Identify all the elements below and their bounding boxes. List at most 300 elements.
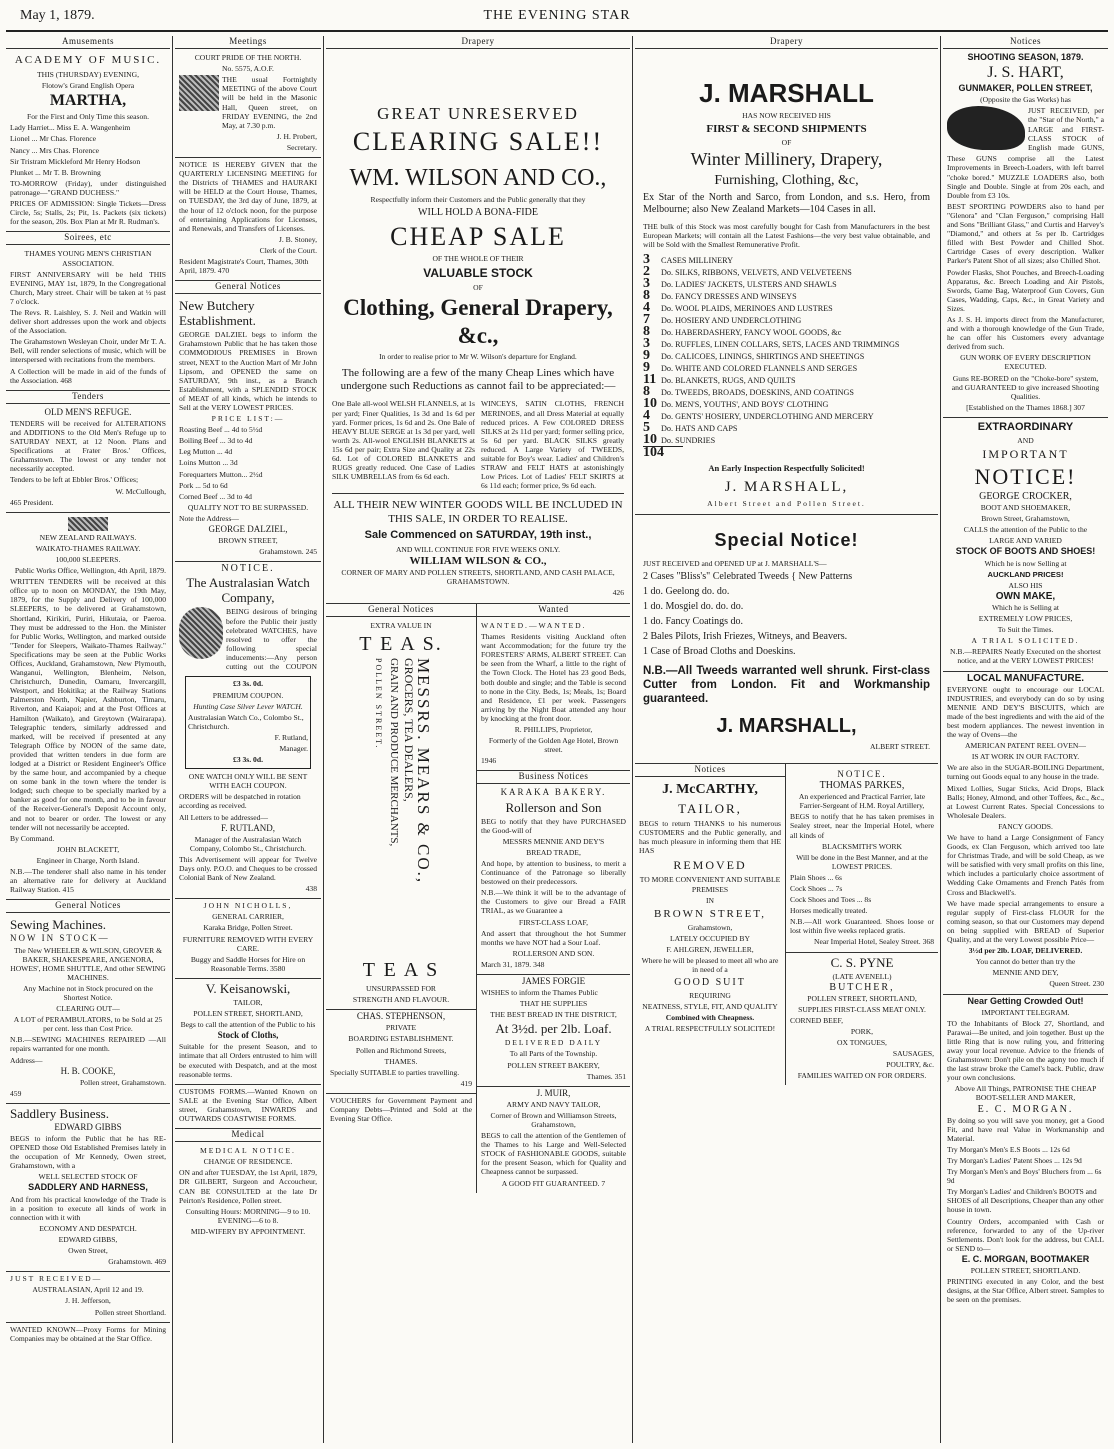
price-row: Try Morgan's Ladies' Patent Shoes ... 12s 9d bbox=[947, 1156, 1082, 1165]
ad-line: Pollen street, Grahamstown. bbox=[79, 1077, 166, 1087]
case-description: Do. TWEEDS, BROADS, DOESKINS, AND COATINGS bbox=[661, 387, 854, 397]
ad-line: An experienced and Practical Farrier, late Farrier-Sergeant of H.M. Royal Artillery, bbox=[798, 792, 926, 811]
ad-line: You cannot do better than try the bbox=[975, 957, 1076, 967]
case-count: 10 bbox=[643, 395, 657, 411]
ad-line: March 31, 1879. 348 bbox=[481, 959, 545, 969]
ad-title: SHOOTING SEASON, 1879. bbox=[967, 52, 1084, 63]
column-5 bbox=[943, 36, 1108, 1443]
ad-line: MESSRS MENNIE AND DEY'S bbox=[502, 836, 605, 846]
ad-body: By doing so you will save you money, get a Good Fit, and have real Value in Workmanship and Material. bbox=[947, 1115, 1104, 1143]
ad-body: N.B.—We think it will be to the advantage of the Customers to give our Bread a FAIR TRIAL, as we Guarantee a bbox=[481, 888, 626, 916]
ad-line: NOW IN STOCK— bbox=[10, 933, 110, 944]
ad-headline: LOCAL MANUFACTURE. bbox=[966, 672, 1085, 684]
ad-body: N.B.—The tenderer shall also name in his tender an alternative rate for delivery at Auckland Railway Station. 415 bbox=[10, 867, 166, 895]
ad-title: NOTICE. bbox=[837, 768, 887, 779]
case-count: 5 bbox=[643, 419, 650, 435]
coupon-title: PREMIUM COUPON. bbox=[212, 690, 284, 700]
ad-line: OX TONGUES, bbox=[837, 1038, 887, 1048]
medical-notice-ad bbox=[175, 1144, 321, 1241]
ad-line: FIRST-CLASS LOAF, bbox=[518, 917, 589, 927]
parkes-farrier-ad bbox=[786, 764, 938, 953]
ad-line: BREAD TRADE, bbox=[526, 847, 581, 857]
case-description: Do. HABERDASHERY, FANCY WOOL GOODS, &c bbox=[661, 327, 842, 337]
ad-line: STRENGTH AND FLAVOUR. bbox=[352, 995, 450, 1005]
ad-line: EXTRA VALUE IN bbox=[370, 620, 432, 630]
ad-signature: E. C. MORGAN. bbox=[977, 1103, 1074, 1115]
ad-line: IMPORTANT TELEGRAM. bbox=[981, 1007, 1070, 1017]
ad-line: ARMY AND NAVY TAILOR, bbox=[506, 1099, 601, 1109]
ad-line: Grahamstown. 245 bbox=[259, 547, 317, 557]
price-row: Pork ... 5d to 6d bbox=[179, 480, 228, 490]
price-row: Loins Mutton ... 3d bbox=[179, 458, 238, 468]
ad-line: BOOT AND SHOEMAKER, bbox=[980, 503, 1071, 513]
ad-headline: STOCK OF BOOTS AND SHOES! bbox=[955, 546, 1096, 557]
ad-line: FIRST & SECOND SHIPMENTS bbox=[706, 123, 867, 136]
ad-line: CORNER OF MARY AND POLLEN STREETS, SHORTLAND, AND CASH PALACE, GRAHAMSTOWN. bbox=[341, 567, 615, 586]
proxy-forms-ad bbox=[6, 1323, 170, 1348]
ad-line: DELIVERED DAILY bbox=[504, 1038, 603, 1048]
ad-line: Owen Street, bbox=[68, 1246, 108, 1256]
ad-line: AUSTRALASIAN, April 12 and 19. bbox=[32, 1285, 144, 1295]
ad-headline: T E A S. bbox=[359, 633, 443, 656]
ad-body: WISHES to inform the Thames Public bbox=[481, 988, 598, 998]
stock-row: 1 Case of Broad Cloths and Doeskins. bbox=[643, 645, 796, 657]
ad-body: Any Machine not in Stock procured on the Shortest Notice. bbox=[23, 983, 153, 1002]
ad-line: AUCKLAND PRICES! bbox=[987, 569, 1064, 579]
pocket-watch-icon bbox=[179, 607, 223, 659]
case-description: Do. LADIES' JACKETS, ULSTERS AND SHAWLS bbox=[661, 279, 837, 289]
ad-headline: Near Getting Crowded Out! bbox=[967, 995, 1084, 1006]
foresters-arms-ad bbox=[477, 619, 630, 771]
ad-body: NOTICE IS HEREBY GIVEN that the QUARTERLY LICENSING MEETING for the Districts of THAMES and HAURAKI will be HELD at the Court House, Thames, on TUESDAY, the 3rd day of June, 1879, at the hour of 12 o'clock noon, for the purpose of entertaining Applications for Licenses, and Renewals, and Transfers of Licenses. bbox=[179, 160, 317, 233]
case-description: Do. WOOL PLAIDS, MERINOES AND LUSTRES bbox=[661, 303, 833, 313]
ad-line: IN bbox=[705, 895, 714, 905]
sewing-machines-ad bbox=[6, 915, 170, 1104]
ad-line: Thames. 351 bbox=[586, 1071, 626, 1081]
ad-line: Above All Things, PATRONISE THE CHEAP BOOT-SELLER AND MAKER, bbox=[954, 1084, 1097, 1103]
ad-title: JUST RECEIVED— bbox=[10, 1274, 103, 1284]
cast-line: Nancy ... Mrs Chas. Florence bbox=[10, 145, 99, 155]
stock-row: 1 do. Mosgiel do. do. do. bbox=[643, 600, 744, 612]
ad-line: BROWN STREET, bbox=[218, 536, 278, 546]
ad-line: GRAIN AND PRODUCE MERCHANTS, bbox=[388, 658, 400, 847]
ymca-ad bbox=[6, 247, 170, 390]
ad-body: We have to hand a Large Consignment of Fancy Goods, ex Clan Ferguson, which arrived too late for Christmas Trade, and will be sold Cheap, as we will be satisfied with very small profits on this line, which includes a particularly choice assortment of Wedding Cake Ornaments and French Patés from Cross and Blackwell's. bbox=[947, 833, 1104, 897]
case-row bbox=[643, 359, 930, 375]
cases-total bbox=[643, 446, 683, 458]
ad-body: The New WHEELER & WILSON, GROVER & BAKER, SHAKESPEARE, ANGENORA, HOWES', HOME SHUTTLE, And other SEWING MACHINES. bbox=[10, 945, 166, 982]
just-received-ad bbox=[6, 1272, 170, 1322]
price-row: Cock Shoes and Toes ... 8s bbox=[790, 895, 872, 905]
column-rule bbox=[323, 36, 324, 1443]
price-row: Leg Mutton ... 4d bbox=[179, 447, 233, 457]
cases-total-value: 104 bbox=[643, 444, 664, 460]
ad-signature: Engineer in Charge, North Island. bbox=[36, 855, 140, 865]
ad-headline: REMOVED bbox=[673, 858, 747, 873]
ad-headline: BUTCHER, bbox=[829, 981, 895, 993]
ad-line: GUN WORK OF EVERY DESCRIPTION EXECUTED. bbox=[960, 353, 1091, 372]
ad-line: ALSO HIS bbox=[1008, 580, 1043, 590]
ad-line: LATELY OCCUPIED BY bbox=[670, 933, 750, 943]
ad-line: ALBERT STREET. bbox=[869, 741, 930, 751]
ad-line: [Established on the Thames 1868.] 307 bbox=[966, 402, 1085, 412]
ad-headline: T E A S bbox=[362, 959, 440, 982]
muir-tailor-ad bbox=[477, 1087, 630, 1193]
ad-body: PRINTING executed in any Color, and the best designs, at the Star Office, Albert street. Samples to be seen on the premises. bbox=[947, 1277, 1104, 1305]
coupon-line: Manager. bbox=[279, 743, 308, 753]
crown-crest-icon bbox=[68, 517, 108, 531]
ad-title: CHAS. STEPHENSON, bbox=[356, 1011, 446, 1022]
ad-body: These GUNS comprise all the Latest Improvements in Breech-Loaders, with left barrel "choke bored." MUZZLE LOADERS also, both Single and Double. Single at from 20s each, and Double from £3 10s. bbox=[947, 154, 1104, 200]
section-heading: Business Notices bbox=[477, 771, 630, 784]
stock-row: 2 Cases "Bliss's" Celebrated Tweeds { New Patterns bbox=[643, 570, 853, 582]
nicholls-carrier-ad bbox=[175, 899, 321, 979]
ad-line: Begs to call the attention of the Public to his bbox=[180, 1020, 316, 1030]
column-1 bbox=[6, 36, 170, 1443]
ad-line: Where he will be pleased to meet all who are in need of a bbox=[641, 955, 779, 975]
case-count: 8 bbox=[643, 287, 650, 303]
case-description: Do. CALICOES, LININGS, SHIRTINGS AND SHEETINGS bbox=[661, 351, 865, 361]
case-row bbox=[643, 251, 930, 267]
ad-body: ON and after TUESDAY, the 1st April, 1879, DR GILBERT, Surgeon and Accoucheur, CAN BE CONSULTED at the late Dr Peirton's Residence, Pollen street. bbox=[179, 1168, 317, 1205]
ad-headline: MARTHA, bbox=[49, 92, 127, 110]
karaka-bakery-ad bbox=[477, 786, 630, 975]
ad-line: THAMES. bbox=[384, 1056, 418, 1066]
ad-line: In order to realise prior to Mr W. Wilson's departure for England. bbox=[379, 352, 577, 362]
case-count: 11 bbox=[643, 371, 657, 387]
watch-company-ad bbox=[175, 562, 321, 899]
column-rule bbox=[172, 36, 173, 1443]
customs-forms-ad bbox=[175, 1085, 321, 1129]
price-row: Plain Shoes ... 6s bbox=[790, 872, 842, 882]
ad-signature: ROLLERSON AND SON. bbox=[512, 948, 595, 958]
ad-signature: J. B. Stoney, bbox=[278, 234, 317, 244]
ad-line: EXTREMELY LOW PRICES, bbox=[978, 614, 1073, 624]
case-count: 9 bbox=[643, 347, 650, 363]
price-row: Try Morgan's Men's and Boys' Bluchers from ... 6s 9d bbox=[947, 1167, 1102, 1186]
ad-signature: F. RUTLAND, bbox=[220, 822, 276, 833]
ad-body: The Revs. R. Laishley, S. J. Neil and Watkin will deliver short addresses upon the work and objects of the Association. bbox=[10, 307, 166, 336]
ad-body: TO the Inhabitants of Block 27, Shortland, and Parawai—Be united, and join together. Bust up the little Ring that is now ruling you, and frittering away your local revenue. Advice to the friends of Grahamstown: Don't pile on the agony too much if the last straw broke the Camel's back. Public, draw your own conclusions. bbox=[947, 1018, 1104, 1083]
ad-line: (Opposite the Gas Works) has bbox=[980, 95, 1071, 105]
forester-emblem-icon bbox=[179, 75, 219, 111]
cast-line: Lady Harriet... Miss E. A. Wangenheim bbox=[10, 123, 131, 133]
ad-line: POLLEN STREET, SHORTLAND. bbox=[970, 1266, 1081, 1276]
ad-line: (LATE AVENELL) bbox=[832, 971, 892, 981]
ad-line: NEATNESS, STYLE, FIT, AND QUALITY bbox=[642, 1002, 778, 1012]
ad-line: Resident Magistrate's Court, Thames, 30th April, 1879. 470 bbox=[179, 256, 309, 276]
ad-line: WAIKATO-THAMES RAILWAY. bbox=[35, 543, 141, 553]
case-row bbox=[643, 407, 930, 423]
ad-title: V. Keisanowski, bbox=[205, 980, 291, 996]
ad-body: BEG to notify that they have PURCHASED the Good-will of bbox=[481, 816, 626, 835]
ad-headline: CLEARING SALE!! bbox=[352, 127, 604, 157]
ad-line: Corner of Brown and Williamson Streets, Grahamstown, bbox=[490, 1110, 617, 1129]
ad-headline: J. MARSHALL bbox=[699, 78, 874, 109]
ad-line: Flotow's Grand English Opera bbox=[41, 81, 135, 91]
section-heading: Notices bbox=[635, 764, 785, 777]
ad-line: OF THE WHOLE OF THEIR bbox=[432, 254, 524, 264]
ad-headline: THOMAS PARKES, bbox=[819, 780, 905, 792]
case-description: Do. SUNDRIES bbox=[661, 435, 716, 445]
ad-headline: GOOD SUIT bbox=[674, 977, 746, 989]
ad-headline: TAILOR, bbox=[678, 801, 742, 817]
parkes-pyne-subcolumn bbox=[786, 764, 938, 1086]
ad-title: J. McCARTHY, bbox=[662, 782, 758, 798]
stock-row: 1 do. Fancy Coatings do. bbox=[643, 615, 743, 627]
ad-body: Tenders to be left at Ebbler Bros.' Offices; bbox=[10, 475, 139, 485]
ad-line: POLLEN STREET, SHORTLAND, bbox=[807, 993, 917, 1003]
hart-gunmaker-ad bbox=[943, 51, 1108, 418]
case-row bbox=[643, 395, 930, 411]
ad-signature: J. H. Probert, bbox=[276, 131, 317, 141]
ad-line: A GOOD FIT GUARANTEED. 7 bbox=[501, 1178, 606, 1188]
ad-line: FANCY GOODS. bbox=[998, 821, 1053, 831]
ad-line: CLEARING OUT— bbox=[56, 1004, 120, 1014]
ad-signature: H. B. COOKE, bbox=[60, 1065, 116, 1076]
ad-title: Saddlery Business. bbox=[10, 1105, 109, 1121]
ad-signature: EDWARD GIBBS, bbox=[58, 1234, 118, 1244]
case-count: 3 bbox=[643, 335, 650, 351]
ad-line: CORNED BEEF, bbox=[790, 1015, 843, 1025]
ad-line: POLLEN STREET, SHORTLAND, bbox=[193, 1009, 303, 1019]
newspaper-title: THE EVENING STAR bbox=[483, 8, 631, 23]
ad-line: 100,000 SLEEPERS. bbox=[55, 554, 121, 564]
case-row bbox=[643, 275, 930, 291]
case-row bbox=[643, 299, 930, 315]
court-meeting-ad bbox=[175, 51, 321, 158]
coupon-signature: F. Rutland, bbox=[274, 732, 308, 742]
ad-line: PRIVATE bbox=[385, 1023, 417, 1033]
ad-headline: IMPORTANT bbox=[982, 447, 1069, 461]
ad-line: THE BEST BREAD IN THE DISTRICT, bbox=[490, 1010, 617, 1020]
ad-body: BEING desirous of bringing before the Public their justly celebrated WATCHES, have resolved to offer the following special inducements:—Any person cutting out the COUPON bbox=[226, 607, 317, 671]
section-heading: General Notices bbox=[326, 604, 476, 617]
case-row bbox=[643, 419, 930, 435]
ad-line: GENERAL CARRIER, bbox=[212, 912, 284, 922]
ad-line: SAUSAGES, bbox=[892, 1049, 934, 1059]
column-4 bbox=[635, 36, 938, 1443]
ad-line: IS AT WORK IN OUR FACTORY. bbox=[971, 752, 1080, 762]
ad-line: POLLEN STREET BAKERY, bbox=[507, 1060, 600, 1070]
case-count: 3 bbox=[643, 275, 650, 291]
ad-line: BOARDING ESTABLISHMENT. bbox=[348, 1034, 454, 1044]
ad-title: WANTED.—WANTED. bbox=[481, 620, 587, 630]
ad-line: Queen Street. 230 bbox=[1049, 979, 1104, 989]
case-count: 7 bbox=[643, 311, 650, 327]
case-count: 2 bbox=[643, 263, 650, 279]
ad-headline: At 3½d. per 2lb. Loaf. bbox=[495, 1021, 612, 1037]
premium-coupon bbox=[185, 676, 311, 769]
ad-headline: NOTICE! bbox=[974, 464, 1077, 489]
ad-line: THAT HE SUPPLIES bbox=[519, 999, 588, 1009]
ad-line: Secretary. bbox=[286, 142, 317, 152]
butchery-ad bbox=[175, 296, 321, 562]
ad-body: A LOT of PERAMBULATORS, to be Sold at 25 per cent. less than Cost Price. bbox=[13, 1015, 163, 1034]
ad-line: EDWARD GIBBS bbox=[54, 1121, 122, 1132]
ad-body: TENDERS will be received for ALTERATIONS and ADDITIONS to the Old Men's Refuge up to SATURDAY NEXT, at 12 Noon. Plans and Specifications at Frater Bros.' Offices, Grahamstown. The lowest or any tender not necessarily accepted. bbox=[10, 418, 166, 474]
ad-line: Formerly of the Golden Age Hotel, Brown street. bbox=[488, 736, 619, 755]
ad-line: Combined with Cheapness. bbox=[665, 1013, 755, 1023]
ad-line: POULTRY, &c. bbox=[886, 1060, 934, 1070]
ad-headline: VALUABLE STOCK bbox=[423, 266, 533, 281]
ad-line: Horses medically treated. bbox=[790, 906, 868, 916]
ad-body: Try Morgan's Ladies' and Children's BOOTS and SHOES of all Descriptions, Cheaper than any other house in town. bbox=[947, 1187, 1104, 1215]
case-row bbox=[643, 263, 930, 279]
section-heading: Wanted bbox=[477, 604, 630, 617]
ad-body: Ex Star of the North and Sarco, from London, and s.s. Hero, from Melbourne; also New Zealand Markets—104 Cases in all. bbox=[643, 192, 930, 216]
coupon-price: £3 3s. 0d. bbox=[233, 755, 263, 765]
ad-body: A Collection will be made in aid of the funds of the Association. 468 bbox=[10, 366, 166, 385]
mears-teas-ad bbox=[326, 619, 476, 1010]
ad-line: Consulting Hours: MORNING—9 to 10. EVENING—6 to 8. bbox=[185, 1206, 311, 1225]
ad-body: And from his practical knowledge of the Trade is in a position to execute all kinds of work in connection with it with bbox=[10, 1194, 166, 1222]
hunting-dog-icon bbox=[947, 106, 1025, 150]
case-description: Do. HATS AND CAPS bbox=[661, 423, 738, 433]
ad-title: COURT PRIDE OF THE NORTH. bbox=[194, 53, 302, 63]
sale-list-left: One Bale all-wool WELSH FLANNELS, at 1s per yard; Finer Qualities, 1s 3d and 1s 6d per yard. Former prices, 1s 6d and 2s. One Bale of HEAVY BLUE SERGE at 1s 3d per yard, well worth 2s. All-wool ENGLISH BLANKETS at 15s 6d per pair; Extra Size and Quality at 22s 6d. Lot of COLORED BLANKETS and RUGS greatly reduced. One Case of Ladies SILK UMBRELLAS from 6s 6d each. bbox=[332, 399, 475, 482]
ad-line: F. AHLGREN, JEWELLER, bbox=[666, 944, 754, 954]
case-description: Do. WHITE AND COLORED FLANNELS AND SERGES bbox=[661, 363, 858, 373]
ad-signature: J. MARSHALL, bbox=[724, 478, 849, 495]
ad-signature: JOHN BLACKETT, bbox=[56, 844, 120, 854]
sale-list-right: WINCEYS, SATIN CLOTHS, FRENCH MERINOES, and all Dress Material at equally reduced prices. A Few COLORED DRESS SILKS at 2s 11d per yard; former selling price, 5s 6d per yard. BLACK SILKS greatly reduced. A Large Variety of TWEEDS, suitable for Boy's wear. Ladies' and Children's STRAW and FELT HATS at astonishingly Low Prices. Lot of Ladies' FELT SKIRTS at 6s 11d each; former price, 9s 6d each. bbox=[481, 399, 624, 491]
ad-signature: J. MARSHALL, bbox=[716, 714, 857, 737]
ad-number: 419 bbox=[460, 1078, 472, 1088]
ad-line: By Command. bbox=[10, 833, 55, 843]
ad-line: REQUIRING bbox=[689, 991, 731, 1001]
ad-line: WELL SELECTED STOCK OF bbox=[38, 1172, 138, 1182]
coupon-price: £3 3s. 0d. bbox=[233, 679, 263, 689]
ad-number: 426 bbox=[612, 587, 624, 597]
ad-title: KARAKA BAKERY. bbox=[500, 787, 607, 798]
ad-headline: Sale Commenced on SATURDAY, 19th inst., bbox=[364, 529, 592, 542]
column-rule bbox=[940, 36, 941, 1443]
ad-line: GREAT UNRESERVED bbox=[377, 104, 579, 124]
ad-body: And assert that throughout the hot Summer months we have NOT had a Sour Loaf. bbox=[481, 928, 626, 947]
keisanowski-ad bbox=[175, 979, 321, 1085]
ad-line: Address— bbox=[10, 1055, 43, 1065]
price-row: Cock Shoes ... 7s bbox=[790, 883, 843, 893]
ad-body: CUSTOMS FORMS.—Wanted Known on SALE at the Evening Star Office, Albert street, Grahamstown, INWARDS and OUTWARDS COASTWISE FORMS. bbox=[179, 1086, 317, 1123]
column-3 bbox=[326, 36, 630, 1443]
ad-headline: CHEAP SALE bbox=[390, 222, 566, 252]
case-count: 10 bbox=[643, 431, 657, 447]
ad-headline: SADDLERY AND HARNESS, bbox=[28, 1182, 148, 1193]
ad-number: 438 bbox=[305, 884, 317, 894]
price-row: Boiling Beef ... 3d to 4d bbox=[179, 436, 253, 446]
ad-signature: GEORGE DALZIEL, bbox=[208, 524, 288, 535]
ad-line: CALLS the attention of the Public to the bbox=[963, 525, 1088, 535]
ad-headline: EXTRAORDINARY bbox=[977, 420, 1074, 433]
ad-body: This Advertisement will appear for Twelve Days only. P.O.O. and Cheques to be crossed Colonial Bank of New Zealand. bbox=[179, 854, 317, 883]
ad-line: POLLEN STREET. bbox=[373, 658, 383, 750]
crocker-bootmaker-ad bbox=[943, 418, 1108, 672]
ad-line: Clerk of the Court. bbox=[259, 245, 317, 255]
ad-body: As J. S. H. imports direct from the Manufacturer, and with a thorough knowledge of the Gun Trade, he can offer his Customers every advantage derived from such. bbox=[947, 314, 1104, 352]
ad-headline: WM. WILSON AND CO., bbox=[349, 165, 607, 192]
ad-title: NEW ZEALAND RAILWAYS. bbox=[39, 532, 137, 542]
ad-line: Respectfully inform their Customers and the Public generally that they bbox=[370, 195, 586, 205]
ad-line: MID-WIFERY BY APPOINTMENT. bbox=[190, 1226, 306, 1236]
academy-of-music-ad bbox=[6, 51, 170, 232]
ad-body: Thames Residents visiting Auckland often want Accommodation; for the future try the FORESTERS' ARMS, ALBERT STREET. Can be seen from the Wharf, a little to the right of the Town Clock. The Hotel has 23 good Beds, both double and single; and the Table is second to none in the City. Beds, 1s; Meals, 1s; Board and Residence, £1 per week. Passengers arriving by the Night Boat attended any hour by knocking at the front door. bbox=[481, 632, 626, 723]
ad-line: No. 5575, A.O.F. bbox=[222, 64, 274, 74]
section-heading: Medical bbox=[175, 1129, 321, 1142]
wanted-subcolumn bbox=[477, 604, 630, 1193]
ad-line: TAILOR, bbox=[233, 997, 263, 1007]
ad-number: 459 bbox=[10, 1088, 22, 1098]
ad-body: WANTED KNOWN—Proxy Forms for Mining Companies may be obtained at the Star Office. bbox=[10, 1324, 166, 1343]
coupon-line: Hunting Case Silver Lever WATCH. bbox=[193, 701, 303, 711]
ad-headline: Rollerson and Son bbox=[505, 799, 602, 815]
ad-line: FAMILIES WAITED ON FOR ORDERS. bbox=[797, 1071, 927, 1081]
ad-signature: GEORGE CROCKER, bbox=[979, 491, 1072, 502]
wilson-clearing-sale-ad bbox=[326, 51, 630, 604]
issue-date: May 1, 1879. bbox=[20, 8, 95, 23]
ad-title: NOTICE. bbox=[221, 563, 275, 575]
ad-line: Grahamstown. 469 bbox=[108, 1257, 166, 1267]
ad-headline: OWN MAKE, bbox=[995, 590, 1056, 602]
case-row bbox=[643, 323, 930, 339]
licensing-notice-ad bbox=[175, 158, 321, 281]
ad-headline: Clothing, General Drapery, &c., bbox=[343, 295, 613, 349]
section-heading: Drapery bbox=[326, 36, 630, 49]
price-row: Forequarters Mutton... 2½d bbox=[179, 469, 263, 479]
ad-body: Suitable for the present Season, and to intimate that all Orders entrusted to him will be executed with Despatch, and at the most reasonable terms. bbox=[179, 1042, 317, 1079]
ad-body: EVERYONE ought to encourage our LOCAL INDUSTRIES, and everybody can do so by using MENNIE AND DEY'S BISCUITS, which are made of the best ingredients and with the aid of the best modern appliances. The newest invention in the way of Ovens—the bbox=[947, 684, 1104, 740]
ad-body: TO-MORROW (Friday), under distinguished patronage—"GRAND DUCHESS." bbox=[10, 178, 166, 197]
ad-line: CHANGE OF RESIDENCE. bbox=[203, 1157, 293, 1167]
ad-intro: The following are a few of the many Cheap Lines which have undergone such Reductions as cannot fail to be appreciated:— bbox=[340, 367, 616, 393]
ad-line: Specially SUITABLE to parties travelling. bbox=[330, 1067, 460, 1077]
ad-line: PRICE LIST:— bbox=[211, 414, 285, 424]
section-heading: Meetings bbox=[175, 36, 321, 49]
mccarthy-tailor-ad bbox=[635, 779, 785, 1039]
ad-body: N.B.—All Tweeds warranted well shrunk. First-class Cutter from London. Fit and Workmanship guaranteed. bbox=[643, 664, 930, 705]
ad-title: JOHN NICHOLLS, bbox=[203, 901, 293, 911]
ad-body: We are also in the SUGAR-BOILING Department, turning out Goods equal to any house in the trade. bbox=[947, 763, 1104, 782]
ad-line: An Early Inspection Respectfully Solicited! bbox=[708, 462, 865, 473]
ad-headline: J. S. HART, bbox=[987, 64, 1064, 82]
ad-line: Pollen street Shortland. bbox=[94, 1307, 166, 1317]
cast-line: Lionel ... Mr Chas. Florence bbox=[10, 134, 97, 144]
case-count: 9 bbox=[643, 359, 650, 375]
price-row: Try Morgan's Men's E.S Boots ... 12s 6d bbox=[947, 1144, 1070, 1154]
stock-row: 1 do. Geelong do. do. bbox=[643, 585, 730, 597]
ad-title: New Butchery Establishment. bbox=[179, 298, 256, 329]
ad-body: GEORGE DALZIEL begs to inform the Grahamstown Public that he has taken those COMMODIOUS PREMISES in Brown street, NEXT to the Auction Mart of Mr John Lipsom, and OPENED the same on SATURDAY, 9th inst., as a Branch Establishment, with a SPLENDID STOCK of MEAT of all kinds, which he intends to Sell at the VERY LOWEST PRICES. bbox=[179, 330, 317, 412]
ad-line: Brown Street, Grahamstown, bbox=[981, 514, 1070, 524]
marshall-shipments-ad bbox=[635, 51, 938, 515]
case-row bbox=[643, 335, 930, 351]
price-row: Roasting Beef ... 4d to 5½d bbox=[179, 425, 263, 435]
ad-line: THIS (THURSDAY) EVENING, bbox=[36, 70, 140, 80]
cases-list bbox=[643, 251, 930, 447]
section-heading: Notices bbox=[943, 36, 1108, 49]
case-description: CASES MILLINERY bbox=[661, 255, 734, 265]
case-count: 8 bbox=[643, 383, 650, 399]
ad-headline: Special Notice! bbox=[714, 529, 859, 550]
ad-line: Manager of the Australasian Watch Company, Colombo St., Christchurch. bbox=[189, 834, 307, 853]
ad-line: Which he is Selling at bbox=[991, 602, 1060, 612]
ad-body: JUST RECEIVED, per the "Star of the North," a LARGE and FIRST-CLASS STOCK of English made GUNS, bbox=[1028, 106, 1104, 152]
case-description: Do. RUFFLES, LINEN COLLARS, SETS, LACES AND TRIMMINGS bbox=[661, 339, 900, 349]
ad-line: ONE WATCH ONLY WILL BE SENT WITH EACH COUPON. bbox=[188, 772, 308, 791]
ad-body: BEGS to notify that he has taken premises in Sealey street, near the Imperial Hotel, where all kinds of bbox=[790, 812, 934, 840]
ad-line: WILL HOLD A BONA-FIDE bbox=[418, 207, 538, 219]
ad-body: VOUCHERS for Government Payment and Company Debts—Printed and Sold at the Evening Star Office. bbox=[330, 1095, 472, 1124]
